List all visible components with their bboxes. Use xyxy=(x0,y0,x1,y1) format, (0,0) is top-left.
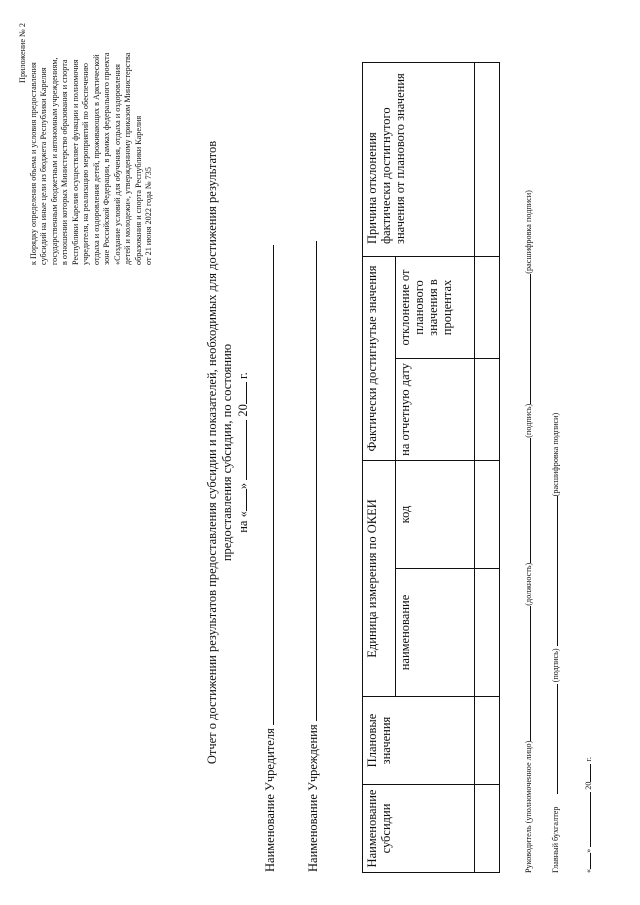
date-suffix: г. xyxy=(236,372,250,380)
accountant-decoding-blank xyxy=(548,496,558,646)
sig-date-year: 20 xyxy=(584,781,593,790)
decoding-caption: (расшифровка подписи) xyxy=(524,190,533,274)
appendix-line: учредителя, на реализацию мероприятий по обеспечению xyxy=(81,63,90,265)
month-blank xyxy=(235,420,247,480)
title-line-2: предоставления субсидии, по состоянию xyxy=(220,343,234,562)
header-okei: Единица измерения по ОКЕИ xyxy=(363,460,396,696)
decoding-blank xyxy=(521,274,531,404)
header-subsidy-name: Наименование субсидии xyxy=(363,785,475,873)
date-mid: » xyxy=(236,482,250,490)
appendix-line: зоне Российской Федерации, в рамках федерального проекта xyxy=(102,52,111,265)
header-actual-deviation: отклонение от планового значения в процентах xyxy=(395,256,475,358)
table-cell xyxy=(475,785,500,873)
header-actual: Фактически достигнутые значения xyxy=(363,256,396,460)
appendix-line: субсидий на иные цели из бюджета Республики Карелия xyxy=(39,67,48,265)
appendix-line: отдыха и оздоровления детей, проживающих в Арктической xyxy=(91,54,101,265)
appendix-line: «Создание условий для обучения, отдыха и оздоровления xyxy=(112,64,122,265)
date-prefix: на « xyxy=(236,511,250,533)
table-cell xyxy=(475,256,500,358)
appendix-line: к Порядку определения объема и условия предоставления xyxy=(28,62,38,265)
sig-date-suffix: г. xyxy=(584,757,593,762)
table-cell xyxy=(475,358,500,460)
table-cell xyxy=(475,460,500,568)
institution-blank xyxy=(305,241,317,721)
accountant-decoding-caption: (расшифровка подписи) xyxy=(551,412,560,497)
appendix-line: образования и спорта Республики Карелия xyxy=(133,115,143,265)
report-table xyxy=(362,62,500,873)
accountant-signature-blank xyxy=(548,684,558,794)
founder-line xyxy=(262,245,278,872)
position-caption: (должность) xyxy=(524,562,533,606)
appendix-block xyxy=(18,23,155,265)
date-year: 20 xyxy=(236,404,250,417)
accountant-signature-caption: (подпись) xyxy=(551,648,560,683)
head-signature-line xyxy=(521,190,533,873)
signature-caption: (подпись) xyxy=(524,403,533,438)
table-cell xyxy=(475,697,500,785)
appendix-line: от 21 июня 2022 года № 735 xyxy=(144,167,153,265)
appendix-line: Республики Карелия осуществляет функции и полномочия xyxy=(70,59,80,265)
header-okei-code: код xyxy=(395,460,475,568)
title-date-line xyxy=(235,40,251,865)
institution-line xyxy=(305,241,321,872)
table-cell xyxy=(475,62,500,256)
header-reason: Причина отклонения фактически достигнутого значения от планового значения xyxy=(363,62,475,256)
day-blank xyxy=(235,489,247,511)
signature-blank xyxy=(521,438,531,563)
accountant-signature-line xyxy=(548,413,560,873)
sig-day-blank xyxy=(581,853,591,869)
signature-date-line xyxy=(581,757,593,873)
appendix-line: детей и молодежи», утвержденному приказом Министерства xyxy=(123,52,132,265)
position-blank xyxy=(521,606,531,741)
head-label: Руководитель (уполномоченное лицо) xyxy=(524,740,533,873)
founder-label: Наименование Учредителя xyxy=(263,728,277,872)
accountant-label: Главный бухгалтер xyxy=(551,806,560,873)
institution-label: Наименование Учреждения xyxy=(306,724,320,872)
founder-blank xyxy=(262,245,274,725)
title-line-1: Отчет о достижении результатов предоставления субсидии и показателей, необходимых для достижения результатов xyxy=(205,140,219,765)
header-actual-date: на отчетную дату xyxy=(395,358,475,460)
appendix-title: Приложение № 2 xyxy=(18,23,27,83)
sig-month-blank xyxy=(581,792,591,847)
year-blank xyxy=(235,382,247,404)
sig-date-open: « xyxy=(584,868,593,873)
report-title xyxy=(205,40,251,865)
appendix-line: в отношении которых Министерство образования и спорта xyxy=(60,59,69,265)
header-planned: Плановые значения xyxy=(363,697,475,785)
table-cell xyxy=(475,569,500,697)
header-okei-name: наименование xyxy=(395,569,475,697)
sig-year-blank xyxy=(581,764,591,782)
appendix-line: государственным бюджетным и автономным учреждениям, xyxy=(49,57,59,265)
sig-date-close: » xyxy=(584,848,593,853)
